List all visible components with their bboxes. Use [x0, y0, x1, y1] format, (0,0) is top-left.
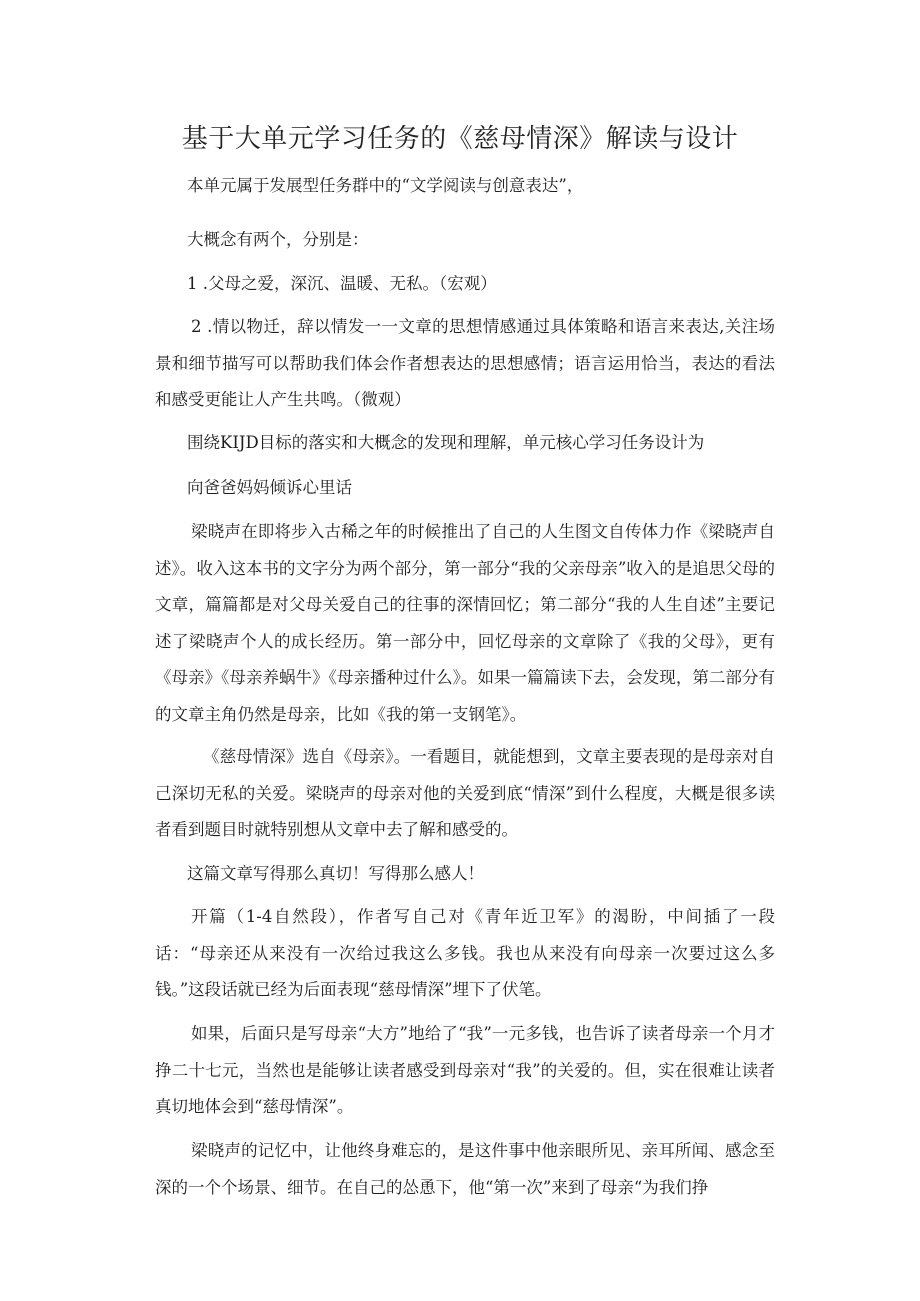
paragraph-concept-1: 1 .父母之爱，深沉、温暖、无私。（宏观）	[187, 274, 497, 293]
paragraph-concepts-heading: 大概念有两个，分别是：	[187, 230, 369, 249]
paragraph-concept-2: 2 .情以物迁，辞以情发一一文章的思想情感通过具体策略和语言来表达,关注场景和细节描写可以帮助我们体会作者想表达的思想感情；语言运用恰当，表达的看法和感受更能让人产生共鸣。（微观）	[155, 317, 775, 409]
paragraph-task-name: 向爸爸妈妈倾诉心里话	[187, 478, 352, 497]
paragraph-opening: 开篇（1-4自然段），作者写自己对《青年近卫军》的渴盼，中间插了一段话：“母亲还从来没有一次给过我这么多钱。我也从来没有向母亲一次要过这么多钱。”这段话就已经为后面表现“慈母情深”埋下了伏笔。	[155, 907, 775, 999]
paragraph-if: 如果，后面只是写母亲“大方”地给了“我”一元多钱，也告诉了读者母亲一个月才挣二十七元，当然也是能够让读者感受到母亲对“我”的关爱的。但，实在很难让读者真切地体会到“慈母情深”。	[155, 1024, 775, 1116]
paragraph-memory: 梁晓声的记忆中，让他终身难忘的，是这件事中他亲眼所见、亲耳所闻、感念至深的一个个场景、细节。在自己的怂恿下，他“第一次”来到了母亲“为我们挣	[155, 1141, 775, 1197]
paragraph-source: 《慈母情深》选自《母亲》。一看题目，就能想到，文章主要表现的是母亲对自己深切无私的关爱。梁晓声的母亲对他的关爱到底“情深”到什么程度，大概是很多读者看到题目时就特别想从文章中去了解和感受的。	[155, 747, 775, 839]
paragraph-intro: 本单元属于发展型任务群中的“文学阅读与创意表达”，	[187, 176, 584, 195]
paragraph-exclaim: 这篇文章写得那么真切！写得那么感人！	[187, 864, 484, 883]
document-title: 基于大单元学习任务的《慈母情深》解读与设计	[181, 124, 739, 154]
paragraph-author-intro: 梁晓声在即将步入古稀之年的时候推出了自己的人生图文自传体力作《梁晓声自述》。收入这本书的文字分为两个部分，第一部分“我的父亲母亲”收入的是追思父母的文章，篇篇都是对父母关爱自己的往事的深情回忆；第二部分“我的人生自述”主要记述了梁晓声个人的成长经历。第一部分中，回忆母亲的文章除了《我的父母》，更有《母亲》《母亲养蜗牛》《母亲播种过什么》。如果一篇篇读下去，会发现，第二部分有的文章主角仍然是母亲，比如《我的第一支钢笔》。	[155, 522, 775, 724]
paragraph-core-task: 围绕KIJD目标的落实和大概念的发现和理解，单元核心学习任务设计为	[187, 433, 705, 452]
